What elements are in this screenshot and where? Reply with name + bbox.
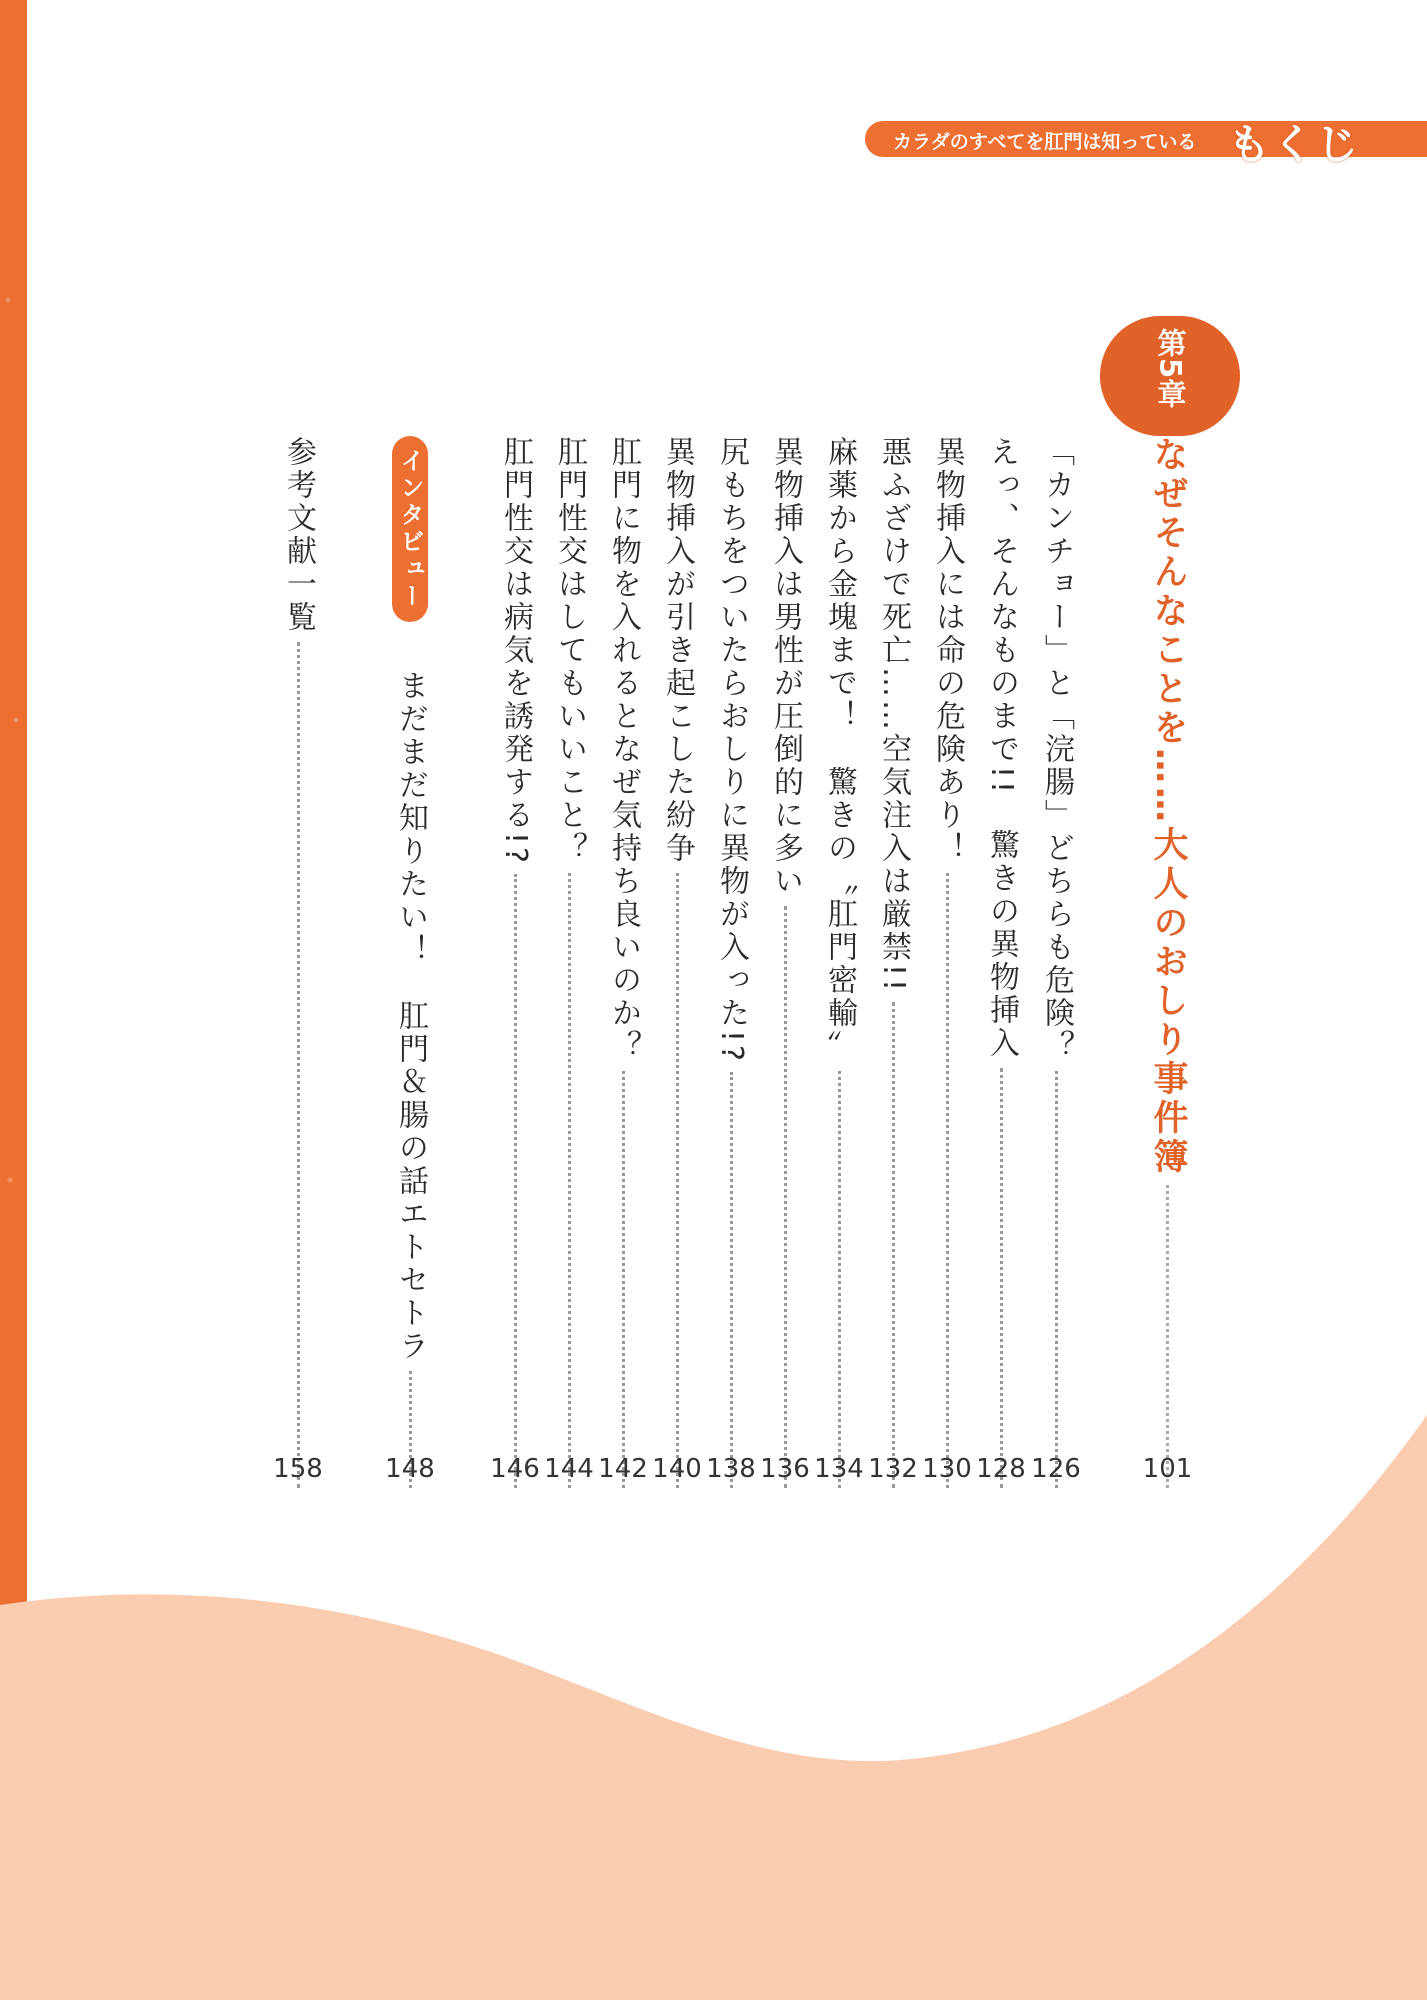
entry-title: 肛門性交は病気を誘発する!? — [498, 436, 533, 866]
entry-title: 異物挿入が引き起こした紛争 — [660, 436, 695, 865]
page-number: 132 — [868, 1454, 918, 1484]
book-subtitle: カラダのすべてを肛門は知っている — [893, 131, 1197, 153]
page-number: 136 — [760, 1454, 810, 1484]
entry-title: 麻薬から金塊まで！ 驚きの〝肛門密輸〟 — [822, 436, 857, 1063]
toc-entry[interactable] — [598, 436, 648, 1496]
toc-entry[interactable] — [976, 436, 1026, 1496]
leader-dots — [838, 1071, 841, 1488]
page-number: 148 — [385, 1454, 435, 1484]
toc-entry[interactable] — [760, 436, 810, 1496]
chapter-badge — [1100, 316, 1240, 436]
page-number: 138 — [706, 1454, 756, 1484]
page-number: 134 — [814, 1454, 864, 1484]
leader-dots — [1000, 1068, 1003, 1488]
chapter-title-entry[interactable] — [1142, 436, 1193, 1496]
leader-dots — [946, 873, 949, 1488]
page-number: 128 — [976, 1454, 1026, 1484]
toc-entry[interactable] — [1031, 436, 1081, 1496]
entry-title: 「カンチョー」と「浣腸」どちらも危険？ — [1039, 436, 1074, 1063]
toc-entry[interactable] — [544, 436, 594, 1496]
toc-entry[interactable] — [490, 436, 540, 1496]
leader-dots — [892, 1002, 895, 1488]
entry-title: 異物挿入は男性が圧倒的に多い — [768, 436, 803, 898]
page-number: 142 — [598, 1454, 648, 1484]
entry-title: 悪ふざけで死亡……空気注入は厳禁!! — [876, 436, 911, 995]
interview-title: まだまだ知りたい！ 肛門＆腸の話エトセトラ — [393, 670, 428, 1363]
leader-dots — [622, 1071, 625, 1488]
toc-entry[interactable] — [652, 436, 702, 1496]
entry-title: 異物挿入には命の危険あり！ — [930, 436, 965, 865]
leader-dots — [297, 642, 300, 1488]
references-entry[interactable] — [273, 436, 323, 1496]
leader-dots — [784, 906, 787, 1488]
toc-entry[interactable] — [706, 436, 756, 1496]
toc-entry[interactable] — [922, 436, 972, 1496]
leader-dots — [1055, 1071, 1058, 1488]
toc-entry[interactable] — [868, 436, 918, 1496]
entry-title: えっ、そんなものまで!! 驚きの異物挿入 — [984, 436, 1019, 1061]
page-number: 146 — [490, 1454, 540, 1484]
chapter-title: なぜそんなことを……大人のおしり事件簿 — [1148, 436, 1188, 1177]
leader-dots — [1166, 1185, 1169, 1488]
page-number: 144 — [544, 1454, 594, 1484]
entry-title: 尻もちをついたらおしりに異物が入った!? — [714, 436, 749, 1064]
page-number: 140 — [652, 1454, 702, 1484]
toc-entry[interactable] — [814, 436, 864, 1496]
leader-dots — [730, 1072, 733, 1488]
page-number: 130 — [922, 1454, 972, 1484]
page-number: 126 — [1031, 1454, 1081, 1484]
references-title: 参考文献一覧 — [281, 436, 316, 634]
leader-dots — [568, 873, 571, 1488]
page-number: 101 — [1142, 1454, 1193, 1484]
interview-entry[interactable] — [385, 436, 435, 1496]
toc-heading: もくじ — [1228, 120, 1361, 169]
interview-tag: インタビュー — [392, 436, 428, 622]
entry-title: 肛門に物を入れるとなぜ気持ち良いのか？ — [606, 436, 641, 1063]
page-number: 158 — [273, 1454, 323, 1484]
chapter-label: 第5章 — [1153, 328, 1188, 410]
leader-dots — [676, 873, 679, 1488]
entry-title: 肛門性交はしてもいいこと？ — [552, 436, 587, 865]
leader-dots — [514, 874, 517, 1488]
